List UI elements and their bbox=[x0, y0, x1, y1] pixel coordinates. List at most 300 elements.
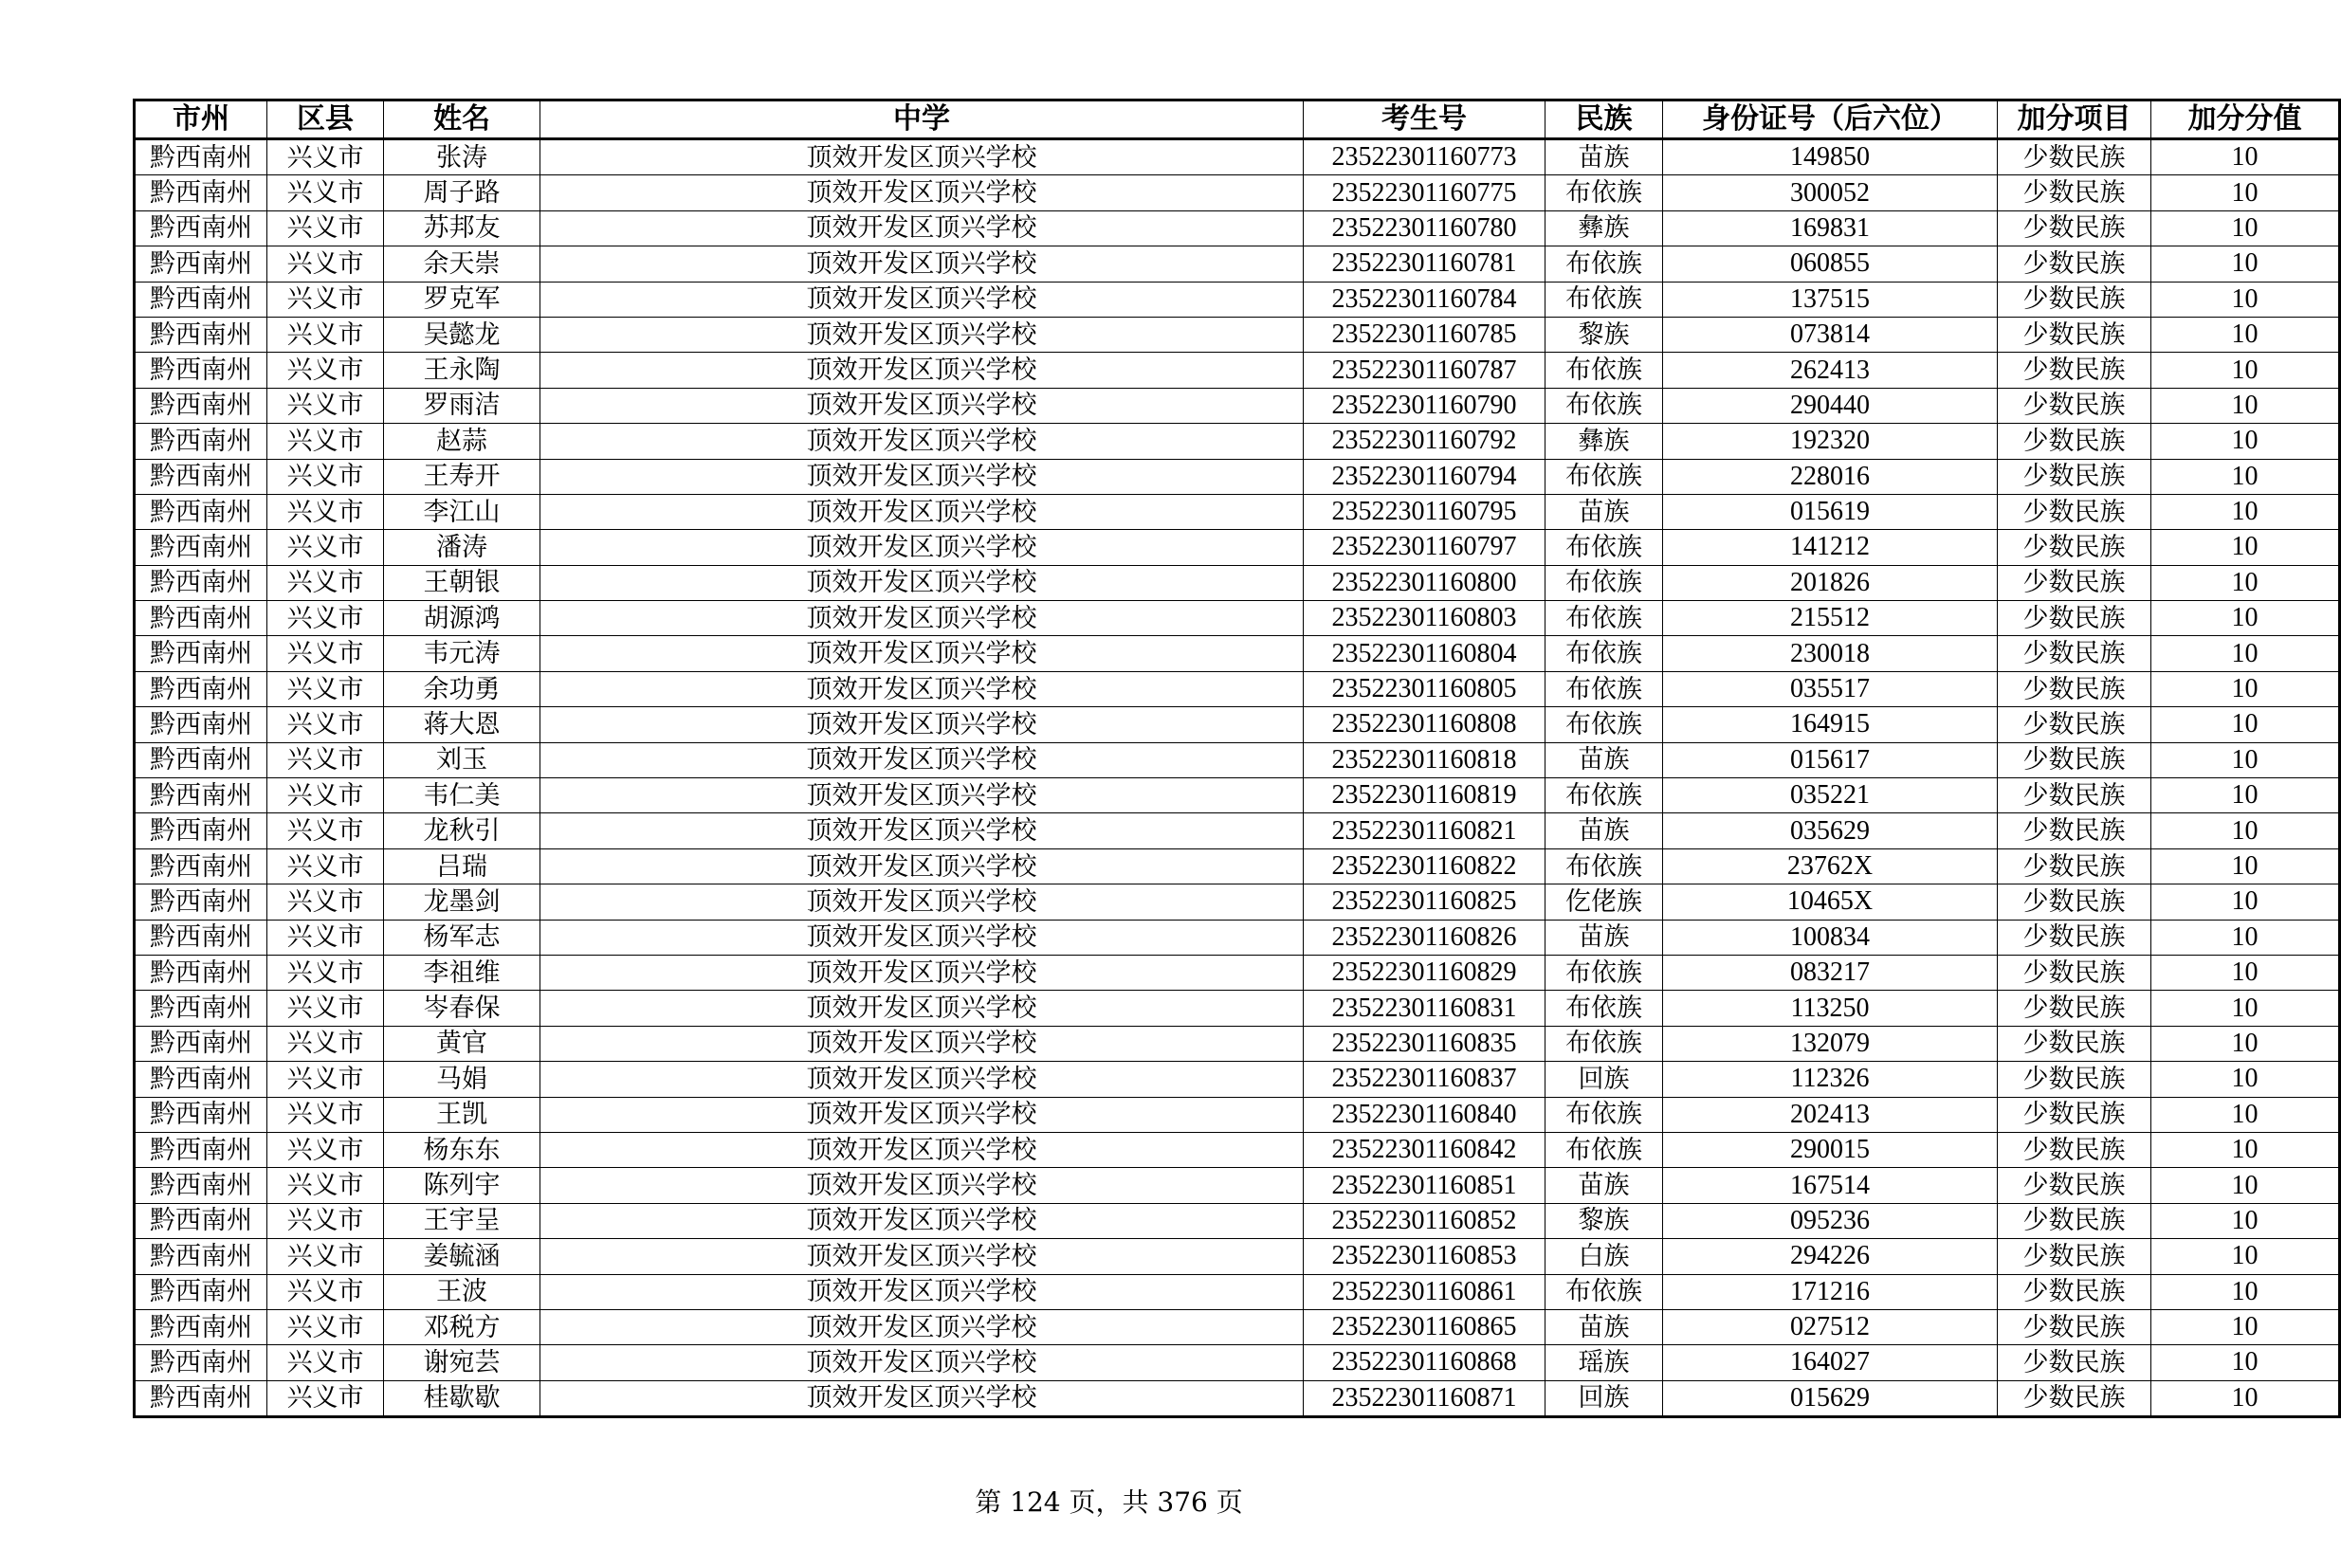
cell-school: 顶效开发区顶兴学校 bbox=[540, 1239, 1304, 1274]
cell-county: 兴义市 bbox=[267, 1132, 384, 1167]
cell-bonus-item: 少数民族 bbox=[1998, 1097, 2151, 1132]
table-row bbox=[135, 1097, 2340, 1132]
cell-city: 黔西南州 bbox=[135, 424, 267, 459]
cell-bonus-score: 10 bbox=[2151, 707, 2340, 742]
cell-ethnicity: 布依族 bbox=[1545, 1097, 1663, 1132]
table-row bbox=[135, 210, 2340, 246]
cell-city: 黔西南州 bbox=[135, 139, 267, 175]
cell-exam-number: 23522301160787 bbox=[1304, 353, 1545, 388]
cell-school: 顶效开发区顶兴学校 bbox=[540, 1309, 1304, 1344]
cell-county: 兴义市 bbox=[267, 317, 384, 352]
cell-city: 黔西南州 bbox=[135, 1026, 267, 1061]
cell-bonus-item: 少数民族 bbox=[1998, 1345, 2151, 1380]
cell-city: 黔西南州 bbox=[135, 210, 267, 246]
table-row bbox=[135, 813, 2340, 848]
cell-ethnicity: 苗族 bbox=[1545, 742, 1663, 777]
cell-id-last6: 100834 bbox=[1663, 920, 1998, 955]
cell-bonus-score: 10 bbox=[2151, 813, 2340, 848]
header-ethnicity: 民族 bbox=[1545, 100, 1663, 139]
table-row bbox=[135, 1345, 2340, 1380]
table-row bbox=[135, 530, 2340, 565]
cell-bonus-item: 少数民族 bbox=[1998, 494, 2151, 529]
table-row bbox=[135, 459, 2340, 494]
cell-bonus-item: 少数民族 bbox=[1998, 884, 2151, 920]
cell-bonus-score: 10 bbox=[2151, 424, 2340, 459]
table-row bbox=[135, 884, 2340, 920]
cell-school: 顶效开发区顶兴学校 bbox=[540, 175, 1304, 210]
cell-school: 顶效开发区顶兴学校 bbox=[540, 210, 1304, 246]
cell-name: 邓税方 bbox=[384, 1309, 540, 1344]
cell-id-last6: 201826 bbox=[1663, 565, 1998, 600]
cell-bonus-score: 10 bbox=[2151, 139, 2340, 175]
table-row bbox=[135, 742, 2340, 777]
cell-exam-number: 23522301160852 bbox=[1304, 1203, 1545, 1238]
cell-exam-number: 23522301160842 bbox=[1304, 1132, 1545, 1167]
table-row bbox=[135, 991, 2340, 1026]
cell-bonus-score: 10 bbox=[2151, 530, 2340, 565]
cell-bonus-score: 10 bbox=[2151, 459, 2340, 494]
cell-exam-number: 23522301160785 bbox=[1304, 317, 1545, 352]
cell-city: 黔西南州 bbox=[135, 742, 267, 777]
cell-city: 黔西南州 bbox=[135, 1380, 267, 1416]
cell-id-last6: 10465X bbox=[1663, 884, 1998, 920]
cell-name: 马娟 bbox=[384, 1062, 540, 1097]
table-row bbox=[135, 636, 2340, 671]
table-row bbox=[135, 317, 2340, 352]
header-id-last6: 身份证号（后六位） bbox=[1663, 100, 1998, 139]
cell-exam-number: 23522301160797 bbox=[1304, 530, 1545, 565]
cell-id-last6: 228016 bbox=[1663, 459, 1998, 494]
cell-city: 黔西南州 bbox=[135, 1274, 267, 1309]
cell-id-last6: 262413 bbox=[1663, 353, 1998, 388]
cell-exam-number: 23522301160773 bbox=[1304, 139, 1545, 175]
cell-school: 顶效开发区顶兴学校 bbox=[540, 282, 1304, 317]
cell-id-last6: 137515 bbox=[1663, 282, 1998, 317]
cell-id-last6: 171216 bbox=[1663, 1274, 1998, 1309]
cell-school: 顶效开发区顶兴学校 bbox=[540, 565, 1304, 600]
cell-city: 黔西南州 bbox=[135, 353, 267, 388]
cell-id-last6: 015617 bbox=[1663, 742, 1998, 777]
cell-id-last6: 113250 bbox=[1663, 991, 1998, 1026]
cell-ethnicity: 布依族 bbox=[1545, 636, 1663, 671]
page-number: 第 124 页，共 376 页 bbox=[975, 1486, 1243, 1518]
cell-name: 罗雨洁 bbox=[384, 388, 540, 423]
cell-bonus-item: 少数民族 bbox=[1998, 459, 2151, 494]
cell-bonus-score: 10 bbox=[2151, 1345, 2340, 1380]
cell-name: 龙墨剑 bbox=[384, 884, 540, 920]
table-row bbox=[135, 246, 2340, 282]
table-row bbox=[135, 601, 2340, 636]
cell-bonus-item: 少数民族 bbox=[1998, 282, 2151, 317]
cell-bonus-item: 少数民族 bbox=[1998, 175, 2151, 210]
cell-county: 兴义市 bbox=[267, 494, 384, 529]
cell-county: 兴义市 bbox=[267, 353, 384, 388]
cell-bonus-item: 少数民族 bbox=[1998, 317, 2151, 352]
cell-school: 顶效开发区顶兴学校 bbox=[540, 459, 1304, 494]
cell-id-last6: 060855 bbox=[1663, 246, 1998, 282]
cell-county: 兴义市 bbox=[267, 282, 384, 317]
cell-ethnicity: 彝族 bbox=[1545, 424, 1663, 459]
cell-bonus-item: 少数民族 bbox=[1998, 991, 2151, 1026]
cell-county: 兴义市 bbox=[267, 1097, 384, 1132]
table-row bbox=[135, 388, 2340, 423]
table-row bbox=[135, 353, 2340, 388]
cell-name: 余功勇 bbox=[384, 671, 540, 706]
cell-name: 吴懿龙 bbox=[384, 317, 540, 352]
cell-city: 黔西南州 bbox=[135, 707, 267, 742]
cell-county: 兴义市 bbox=[267, 139, 384, 175]
cell-ethnicity: 白族 bbox=[1545, 1239, 1663, 1274]
cell-bonus-item: 少数民族 bbox=[1998, 955, 2151, 990]
cell-name: 余天崇 bbox=[384, 246, 540, 282]
cell-name: 李江山 bbox=[384, 494, 540, 529]
cell-ethnicity: 布依族 bbox=[1545, 955, 1663, 990]
cell-bonus-item: 少数民族 bbox=[1998, 671, 2151, 706]
cell-school: 顶效开发区顶兴学校 bbox=[540, 1203, 1304, 1238]
table-row bbox=[135, 1309, 2340, 1344]
cell-ethnicity: 布依族 bbox=[1545, 388, 1663, 423]
cell-exam-number: 23522301160792 bbox=[1304, 424, 1545, 459]
cell-name: 苏邦友 bbox=[384, 210, 540, 246]
cell-county: 兴义市 bbox=[267, 991, 384, 1026]
cell-county: 兴义市 bbox=[267, 671, 384, 706]
cell-school: 顶效开发区顶兴学校 bbox=[540, 991, 1304, 1026]
cell-id-last6: 164027 bbox=[1663, 1345, 1998, 1380]
cell-name: 韦元涛 bbox=[384, 636, 540, 671]
cell-bonus-score: 10 bbox=[2151, 1062, 2340, 1097]
cell-id-last6: 23762X bbox=[1663, 848, 1998, 884]
cell-county: 兴义市 bbox=[267, 636, 384, 671]
cell-bonus-item: 少数民族 bbox=[1998, 139, 2151, 175]
cell-exam-number: 23522301160781 bbox=[1304, 246, 1545, 282]
cell-id-last6: 294226 bbox=[1663, 1239, 1998, 1274]
cell-bonus-score: 10 bbox=[2151, 848, 2340, 884]
cell-id-last6: 215512 bbox=[1663, 601, 1998, 636]
cell-county: 兴义市 bbox=[267, 778, 384, 813]
cell-city: 黔西南州 bbox=[135, 317, 267, 352]
table-row bbox=[135, 778, 2340, 813]
cell-ethnicity: 布依族 bbox=[1545, 353, 1663, 388]
cell-exam-number: 23522301160800 bbox=[1304, 565, 1545, 600]
cell-id-last6: 112326 bbox=[1663, 1062, 1998, 1097]
table-header-row bbox=[135, 100, 2340, 139]
table-row bbox=[135, 671, 2340, 706]
cell-bonus-score: 10 bbox=[2151, 175, 2340, 210]
cell-bonus-score: 10 bbox=[2151, 1097, 2340, 1132]
cell-bonus-item: 少数民族 bbox=[1998, 1239, 2151, 1274]
cell-school: 顶效开发区顶兴学校 bbox=[540, 884, 1304, 920]
cell-city: 黔西南州 bbox=[135, 459, 267, 494]
cell-id-last6: 035629 bbox=[1663, 813, 1998, 848]
cell-name: 李祖维 bbox=[384, 955, 540, 990]
cell-id-last6: 192320 bbox=[1663, 424, 1998, 459]
cell-city: 黔西南州 bbox=[135, 530, 267, 565]
cell-bonus-item: 少数民族 bbox=[1998, 1168, 2151, 1203]
cell-id-last6: 149850 bbox=[1663, 139, 1998, 175]
cell-city: 黔西南州 bbox=[135, 884, 267, 920]
cell-bonus-item: 少数民族 bbox=[1998, 742, 2151, 777]
cell-name: 龙秋引 bbox=[384, 813, 540, 848]
bonus-points-table bbox=[133, 99, 2341, 1418]
table-row bbox=[135, 1380, 2340, 1416]
cell-bonus-score: 10 bbox=[2151, 742, 2340, 777]
cell-bonus-item: 少数民族 bbox=[1998, 1026, 2151, 1061]
cell-bonus-item: 少数民族 bbox=[1998, 601, 2151, 636]
table-row bbox=[135, 175, 2340, 210]
cell-bonus-item: 少数民族 bbox=[1998, 1132, 2151, 1167]
cell-name: 岑春保 bbox=[384, 991, 540, 1026]
cell-id-last6: 300052 bbox=[1663, 175, 1998, 210]
cell-school: 顶效开发区顶兴学校 bbox=[540, 955, 1304, 990]
cell-bonus-item: 少数民族 bbox=[1998, 424, 2151, 459]
cell-bonus-score: 10 bbox=[2151, 388, 2340, 423]
cell-id-last6: 132079 bbox=[1663, 1026, 1998, 1061]
cell-city: 黔西南州 bbox=[135, 1309, 267, 1344]
table-row bbox=[135, 920, 2340, 955]
cell-city: 黔西南州 bbox=[135, 282, 267, 317]
cell-exam-number: 23522301160865 bbox=[1304, 1309, 1545, 1344]
cell-county: 兴义市 bbox=[267, 1309, 384, 1344]
cell-county: 兴义市 bbox=[267, 1380, 384, 1416]
cell-name: 胡源鸿 bbox=[384, 601, 540, 636]
cell-name: 潘涛 bbox=[384, 530, 540, 565]
cell-bonus-item: 少数民族 bbox=[1998, 353, 2151, 388]
cell-ethnicity: 布依族 bbox=[1545, 601, 1663, 636]
cell-id-last6: 095236 bbox=[1663, 1203, 1998, 1238]
cell-exam-number: 23522301160790 bbox=[1304, 388, 1545, 423]
cell-city: 黔西南州 bbox=[135, 636, 267, 671]
cell-name: 张涛 bbox=[384, 139, 540, 175]
cell-city: 黔西南州 bbox=[135, 848, 267, 884]
cell-ethnicity: 苗族 bbox=[1545, 494, 1663, 529]
cell-school: 顶效开发区顶兴学校 bbox=[540, 139, 1304, 175]
cell-county: 兴义市 bbox=[267, 707, 384, 742]
cell-school: 顶效开发区顶兴学校 bbox=[540, 353, 1304, 388]
table-row bbox=[135, 1062, 2340, 1097]
cell-name: 韦仁美 bbox=[384, 778, 540, 813]
cell-name: 周子路 bbox=[384, 175, 540, 210]
cell-city: 黔西南州 bbox=[135, 991, 267, 1026]
header-name: 姓名 bbox=[384, 100, 540, 139]
cell-id-last6: 290440 bbox=[1663, 388, 1998, 423]
cell-ethnicity: 布依族 bbox=[1545, 707, 1663, 742]
cell-city: 黔西南州 bbox=[135, 601, 267, 636]
table-row bbox=[135, 1132, 2340, 1167]
cell-name: 谢宛芸 bbox=[384, 1345, 540, 1380]
cell-county: 兴义市 bbox=[267, 388, 384, 423]
cell-exam-number: 23522301160825 bbox=[1304, 884, 1545, 920]
cell-school: 顶效开发区顶兴学校 bbox=[540, 1274, 1304, 1309]
header-bonus-score: 加分分值 bbox=[2151, 100, 2340, 139]
cell-city: 黔西南州 bbox=[135, 1239, 267, 1274]
cell-county: 兴义市 bbox=[267, 459, 384, 494]
cell-city: 黔西南州 bbox=[135, 494, 267, 529]
cell-city: 黔西南州 bbox=[135, 1062, 267, 1097]
cell-bonus-score: 10 bbox=[2151, 282, 2340, 317]
cell-id-last6: 015629 bbox=[1663, 1380, 1998, 1416]
cell-school: 顶效开发区顶兴学校 bbox=[540, 742, 1304, 777]
cell-school: 顶效开发区顶兴学校 bbox=[540, 813, 1304, 848]
cell-id-last6: 230018 bbox=[1663, 636, 1998, 671]
cell-ethnicity: 苗族 bbox=[1545, 139, 1663, 175]
cell-ethnicity: 布依族 bbox=[1545, 671, 1663, 706]
cell-exam-number: 23522301160808 bbox=[1304, 707, 1545, 742]
cell-school: 顶效开发区顶兴学校 bbox=[540, 920, 1304, 955]
table-row bbox=[135, 1203, 2340, 1238]
cell-name: 王波 bbox=[384, 1274, 540, 1309]
cell-city: 黔西南州 bbox=[135, 1168, 267, 1203]
cell-id-last6: 141212 bbox=[1663, 530, 1998, 565]
cell-bonus-score: 10 bbox=[2151, 1309, 2340, 1344]
cell-ethnicity: 布依族 bbox=[1545, 282, 1663, 317]
cell-bonus-item: 少数民族 bbox=[1998, 920, 2151, 955]
table-row bbox=[135, 565, 2340, 600]
cell-exam-number: 23522301160805 bbox=[1304, 671, 1545, 706]
cell-county: 兴义市 bbox=[267, 813, 384, 848]
cell-exam-number: 23522301160818 bbox=[1304, 742, 1545, 777]
cell-exam-number: 23522301160835 bbox=[1304, 1026, 1545, 1061]
cell-bonus-item: 少数民族 bbox=[1998, 530, 2151, 565]
cell-bonus-item: 少数民族 bbox=[1998, 636, 2151, 671]
cell-county: 兴义市 bbox=[267, 955, 384, 990]
cell-ethnicity: 瑶族 bbox=[1545, 1345, 1663, 1380]
cell-bonus-score: 10 bbox=[2151, 920, 2340, 955]
cell-name: 罗克军 bbox=[384, 282, 540, 317]
cell-ethnicity: 彝族 bbox=[1545, 210, 1663, 246]
cell-exam-number: 23522301160821 bbox=[1304, 813, 1545, 848]
cell-exam-number: 23522301160831 bbox=[1304, 991, 1545, 1026]
cell-ethnicity: 布依族 bbox=[1545, 565, 1663, 600]
cell-id-last6: 015619 bbox=[1663, 494, 1998, 529]
table-row bbox=[135, 848, 2340, 884]
cell-name: 刘玉 bbox=[384, 742, 540, 777]
cell-name: 赵蒜 bbox=[384, 424, 540, 459]
cell-county: 兴义市 bbox=[267, 565, 384, 600]
cell-county: 兴义市 bbox=[267, 1168, 384, 1203]
cell-id-last6: 035221 bbox=[1663, 778, 1998, 813]
cell-ethnicity: 仡佬族 bbox=[1545, 884, 1663, 920]
cell-bonus-item: 少数民族 bbox=[1998, 1380, 2151, 1416]
cell-exam-number: 23522301160837 bbox=[1304, 1062, 1545, 1097]
cell-ethnicity: 布依族 bbox=[1545, 530, 1663, 565]
cell-ethnicity: 布依族 bbox=[1545, 459, 1663, 494]
cell-school: 顶效开发区顶兴学校 bbox=[540, 424, 1304, 459]
cell-id-last6: 035517 bbox=[1663, 671, 1998, 706]
cell-name: 蒋大恩 bbox=[384, 707, 540, 742]
cell-bonus-score: 10 bbox=[2151, 1239, 2340, 1274]
cell-id-last6: 202413 bbox=[1663, 1097, 1998, 1132]
cell-exam-number: 23522301160804 bbox=[1304, 636, 1545, 671]
cell-name: 杨军志 bbox=[384, 920, 540, 955]
cell-name: 王宇呈 bbox=[384, 1203, 540, 1238]
cell-county: 兴义市 bbox=[267, 530, 384, 565]
cell-county: 兴义市 bbox=[267, 1274, 384, 1309]
cell-exam-number: 23522301160871 bbox=[1304, 1380, 1545, 1416]
cell-ethnicity: 苗族 bbox=[1545, 1168, 1663, 1203]
cell-ethnicity: 回族 bbox=[1545, 1062, 1663, 1097]
cell-city: 黔西南州 bbox=[135, 1132, 267, 1167]
cell-exam-number: 23522301160853 bbox=[1304, 1239, 1545, 1274]
cell-bonus-score: 10 bbox=[2151, 636, 2340, 671]
cell-exam-number: 23522301160784 bbox=[1304, 282, 1545, 317]
cell-name: 王永陶 bbox=[384, 353, 540, 388]
cell-bonus-item: 少数民族 bbox=[1998, 1309, 2151, 1344]
cell-bonus-item: 少数民族 bbox=[1998, 1062, 2151, 1097]
cell-ethnicity: 黎族 bbox=[1545, 1203, 1663, 1238]
cell-city: 黔西南州 bbox=[135, 565, 267, 600]
cell-bonus-score: 10 bbox=[2151, 1026, 2340, 1061]
cell-school: 顶效开发区顶兴学校 bbox=[540, 388, 1304, 423]
cell-city: 黔西南州 bbox=[135, 1345, 267, 1380]
cell-city: 黔西南州 bbox=[135, 1097, 267, 1132]
cell-bonus-item: 少数民族 bbox=[1998, 210, 2151, 246]
cell-bonus-item: 少数民族 bbox=[1998, 1203, 2151, 1238]
cell-bonus-score: 10 bbox=[2151, 246, 2340, 282]
cell-name: 陈列宇 bbox=[384, 1168, 540, 1203]
header-school: 中学 bbox=[540, 100, 1304, 139]
cell-bonus-score: 10 bbox=[2151, 955, 2340, 990]
cell-bonus-score: 10 bbox=[2151, 884, 2340, 920]
cell-city: 黔西南州 bbox=[135, 671, 267, 706]
cell-school: 顶效开发区顶兴学校 bbox=[540, 636, 1304, 671]
cell-school: 顶效开发区顶兴学校 bbox=[540, 848, 1304, 884]
cell-ethnicity: 布依族 bbox=[1545, 1132, 1663, 1167]
cell-exam-number: 23522301160775 bbox=[1304, 175, 1545, 210]
cell-bonus-score: 10 bbox=[2151, 494, 2340, 529]
cell-county: 兴义市 bbox=[267, 601, 384, 636]
cell-name: 王朝银 bbox=[384, 565, 540, 600]
table-row bbox=[135, 955, 2340, 990]
cell-exam-number: 23522301160822 bbox=[1304, 848, 1545, 884]
cell-bonus-score: 10 bbox=[2151, 1380, 2340, 1416]
cell-bonus-item: 少数民族 bbox=[1998, 246, 2151, 282]
table-row bbox=[135, 139, 2340, 175]
cell-school: 顶效开发区顶兴学校 bbox=[540, 530, 1304, 565]
cell-exam-number: 23522301160861 bbox=[1304, 1274, 1545, 1309]
cell-bonus-item: 少数民族 bbox=[1998, 707, 2151, 742]
cell-school: 顶效开发区顶兴学校 bbox=[540, 1168, 1304, 1203]
cell-school: 顶效开发区顶兴学校 bbox=[540, 1097, 1304, 1132]
cell-exam-number: 23522301160826 bbox=[1304, 920, 1545, 955]
cell-bonus-score: 10 bbox=[2151, 353, 2340, 388]
cell-county: 兴义市 bbox=[267, 210, 384, 246]
cell-county: 兴义市 bbox=[267, 742, 384, 777]
table-row bbox=[135, 1168, 2340, 1203]
table-row bbox=[135, 1274, 2340, 1309]
cell-bonus-score: 10 bbox=[2151, 1274, 2340, 1309]
cell-city: 黔西南州 bbox=[135, 1203, 267, 1238]
cell-bonus-score: 10 bbox=[2151, 1132, 2340, 1167]
cell-ethnicity: 黎族 bbox=[1545, 317, 1663, 352]
cell-exam-number: 23522301160795 bbox=[1304, 494, 1545, 529]
cell-bonus-score: 10 bbox=[2151, 671, 2340, 706]
cell-school: 顶效开发区顶兴学校 bbox=[540, 1380, 1304, 1416]
cell-school: 顶效开发区顶兴学校 bbox=[540, 671, 1304, 706]
cell-county: 兴义市 bbox=[267, 848, 384, 884]
cell-city: 黔西南州 bbox=[135, 246, 267, 282]
header-exam-number: 考生号 bbox=[1304, 100, 1545, 139]
table-row bbox=[135, 424, 2340, 459]
cell-school: 顶效开发区顶兴学校 bbox=[540, 1062, 1304, 1097]
cell-city: 黔西南州 bbox=[135, 778, 267, 813]
cell-name: 王凯 bbox=[384, 1097, 540, 1132]
cell-bonus-item: 少数民族 bbox=[1998, 388, 2151, 423]
header-bonus-item: 加分项目 bbox=[1998, 100, 2151, 139]
cell-exam-number: 23522301160803 bbox=[1304, 601, 1545, 636]
cell-bonus-score: 10 bbox=[2151, 317, 2340, 352]
cell-exam-number: 23522301160829 bbox=[1304, 955, 1545, 990]
cell-ethnicity: 回族 bbox=[1545, 1380, 1663, 1416]
